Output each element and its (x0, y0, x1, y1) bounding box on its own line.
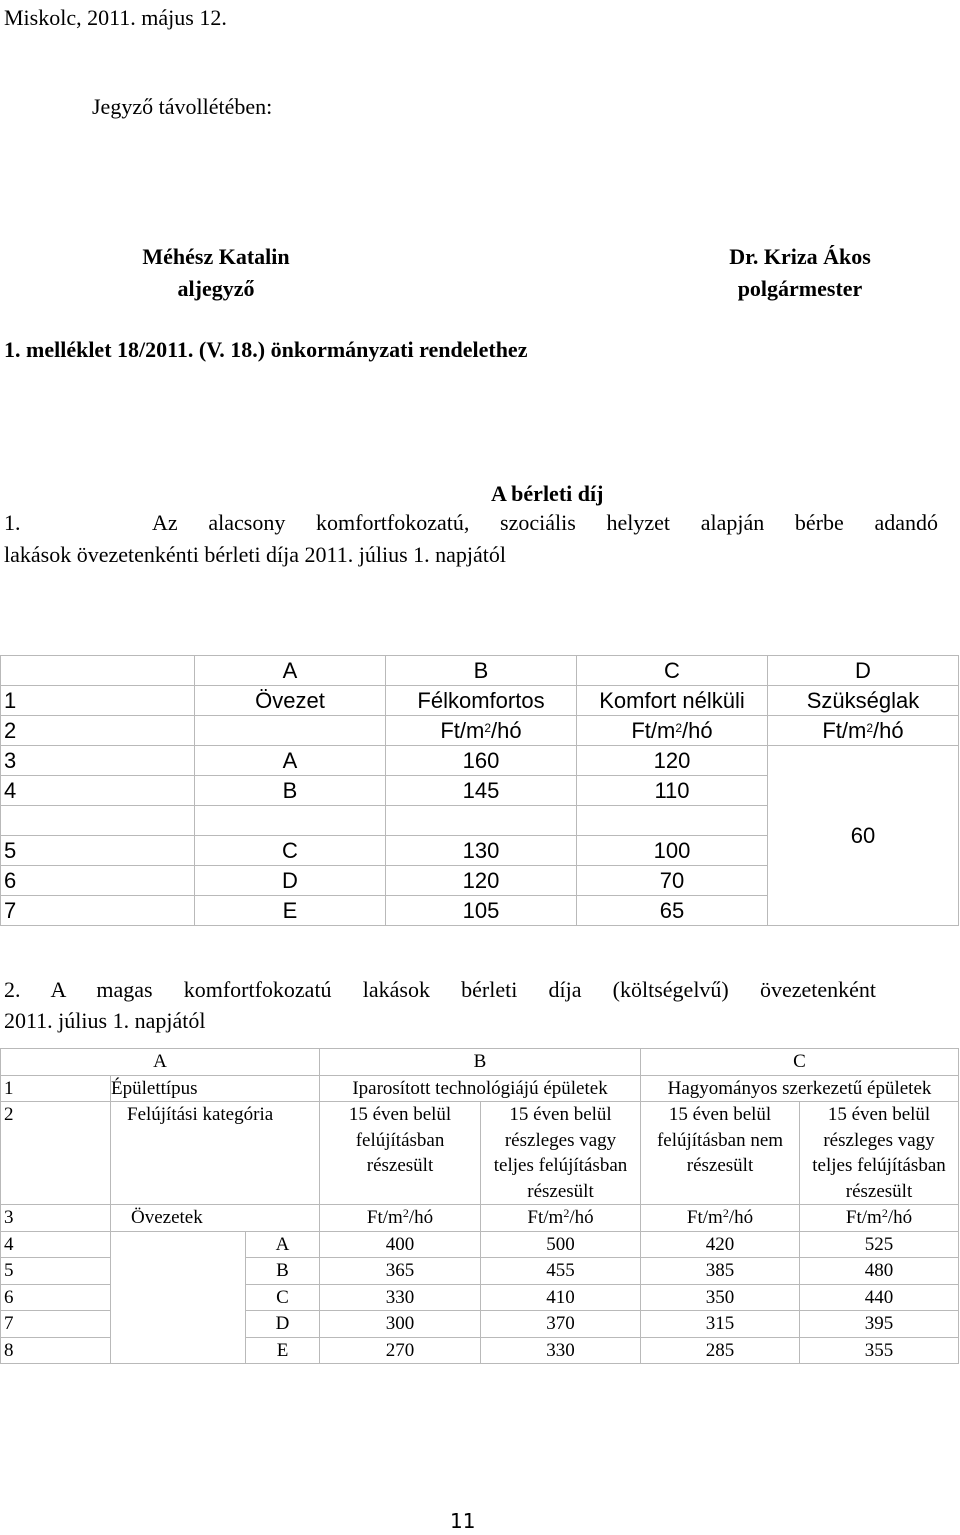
col-letter: A (195, 656, 386, 686)
category-traditional-1: 15 éven belül felújításban nem részesült (641, 1102, 800, 1205)
rent-table-high-comfort (0, 1048, 959, 1364)
col-letter: B (320, 1049, 641, 1076)
value-cell: 120 (386, 866, 577, 896)
col-letter: B (386, 656, 577, 686)
zone-cell: A (195, 746, 386, 776)
row-number: 1 (1, 686, 195, 716)
row-number: 7 (1, 1311, 111, 1338)
paragraph-1-line-1: Az alacsony komfortfokozatú, szociális helyzet alapján bérbe adandó (152, 510, 938, 535)
value-cell: 370 (481, 1311, 641, 1338)
signer-right-name: Dr. Kriza Ákos (729, 244, 871, 269)
row-number: 4 (1, 776, 195, 806)
label-renovation-category: Felújítási kategória (111, 1102, 320, 1205)
value-cell: 330 (481, 1337, 641, 1364)
unit-cell: $Ft/m^2/hó$ (768, 716, 959, 746)
value-cell: 65 (577, 896, 768, 926)
header-zone: Övezet (195, 686, 386, 716)
value-cell: 315 (641, 1311, 800, 1338)
value-cell: 355 (800, 1337, 959, 1364)
type-traditional: Hagyományos szerkezetű épületek (641, 1075, 959, 1102)
row-number: 3 (1, 746, 195, 776)
type-industrial: Iparosított technológiájú épületek (320, 1075, 641, 1102)
unit-cell: $Ft/m^2/hó$ (800, 1205, 959, 1232)
label-zones: Övezetek (111, 1205, 320, 1232)
value-cell: 100 (577, 836, 768, 866)
paragraph-1-number: 1. (4, 510, 21, 535)
row-number: 8 (1, 1337, 111, 1364)
row-number: 1 (1, 1075, 111, 1102)
value-cell: 330 (320, 1284, 481, 1311)
annex-title: 1. melléklet 18/2011. (V. 18.) önkormányzati rendelethez (4, 337, 528, 362)
zone-cell: E (246, 1337, 320, 1364)
zone-cell: C (246, 1284, 320, 1311)
zone-cell: D (246, 1311, 320, 1338)
emergency-value: 60 (768, 746, 959, 926)
value-cell: 350 (641, 1284, 800, 1311)
zone-cell: C (195, 836, 386, 866)
value-cell: 300 (320, 1311, 481, 1338)
header-no-comfort: Komfort nélküli (577, 686, 768, 716)
value-cell: 70 (577, 866, 768, 896)
zone-cell: E (195, 896, 386, 926)
rent-table-low-comfort (0, 655, 959, 926)
value-cell: 420 (641, 1231, 800, 1258)
page-number: 11 (450, 1509, 476, 1533)
value-cell: 160 (386, 746, 577, 776)
value-cell: 500 (481, 1231, 641, 1258)
unit-cell: $Ft/m^2/hó$ (577, 716, 768, 746)
unit-cell: $Ft/m^2/hó$ (320, 1205, 481, 1232)
zone-cell: D (195, 866, 386, 896)
row-number: 5 (1, 1258, 111, 1285)
value-cell: 480 (800, 1258, 959, 1285)
value-cell: 400 (320, 1231, 481, 1258)
row-number: 2 (1, 716, 195, 746)
value-cell: 440 (800, 1284, 959, 1311)
row-number: 2 (1, 1102, 111, 1205)
paragraph-2-line-1: 2. A magas komfortfokozatú lakások bérleti díja (költségelvű) övezetenként (4, 977, 876, 1002)
paragraph-2-line-2: 2011. július 1. napjától (4, 1008, 206, 1033)
row-number: 3 (1, 1205, 111, 1232)
value-cell: 395 (800, 1311, 959, 1338)
absence-note: Jegyző távollétében: (92, 94, 273, 119)
value-cell: 130 (386, 836, 577, 866)
value-cell: 270 (320, 1337, 481, 1364)
section-title: A bérleti díj (491, 481, 604, 506)
col-letter: A (1, 1049, 320, 1076)
row-number: 6 (1, 1284, 111, 1311)
value-cell: 525 (800, 1231, 959, 1258)
zone-cell: B (195, 776, 386, 806)
place-date: Miskolc, 2011. május 12. (4, 5, 227, 30)
value-cell: 410 (481, 1284, 641, 1311)
value-cell: 120 (577, 746, 768, 776)
unit-cell: $Ft/m^2/hó$ (386, 716, 577, 746)
unit-cell: $Ft/m^2/hó$ (481, 1205, 641, 1232)
unit-cell: $Ft/m^2/hó$ (641, 1205, 800, 1232)
paragraph-1-line-2: lakások övezetenkénti bérleti díja 2011. július 1. napjától (4, 542, 506, 567)
value-cell: 385 (641, 1258, 800, 1285)
zone-cell: B (246, 1258, 320, 1285)
category-traditional-2: 15 éven belül részleges vagy teljes felújításban részesült (800, 1102, 959, 1205)
col-letter: D (768, 656, 959, 686)
value-cell: 105 (386, 896, 577, 926)
label-building-type: Épülettípus (111, 1075, 320, 1102)
row-number: 4 (1, 1231, 111, 1258)
signer-left-title: aljegyző (177, 276, 255, 301)
row-number: 5 (1, 836, 195, 866)
category-industrial-2: 15 éven belül részleges vagy teljes felújításban részesült (481, 1102, 641, 1205)
col-letter: C (577, 656, 768, 686)
zone-cell: A (246, 1231, 320, 1258)
value-cell: 110 (577, 776, 768, 806)
signer-left-name: Méhész Katalin (142, 244, 290, 269)
value-cell: 145 (386, 776, 577, 806)
value-cell: 285 (641, 1337, 800, 1364)
category-industrial-1: 15 éven belül felújításban részesült (320, 1102, 481, 1205)
row-number: 6 (1, 866, 195, 896)
header-emergency: Szükséglak (768, 686, 959, 716)
value-cell: 365 (320, 1258, 481, 1285)
header-half-comfort: Félkomfortos (386, 686, 577, 716)
col-letter: C (641, 1049, 959, 1076)
value-cell: 455 (481, 1258, 641, 1285)
signer-right-title: polgármester (737, 276, 863, 301)
row-number: 7 (1, 896, 195, 926)
